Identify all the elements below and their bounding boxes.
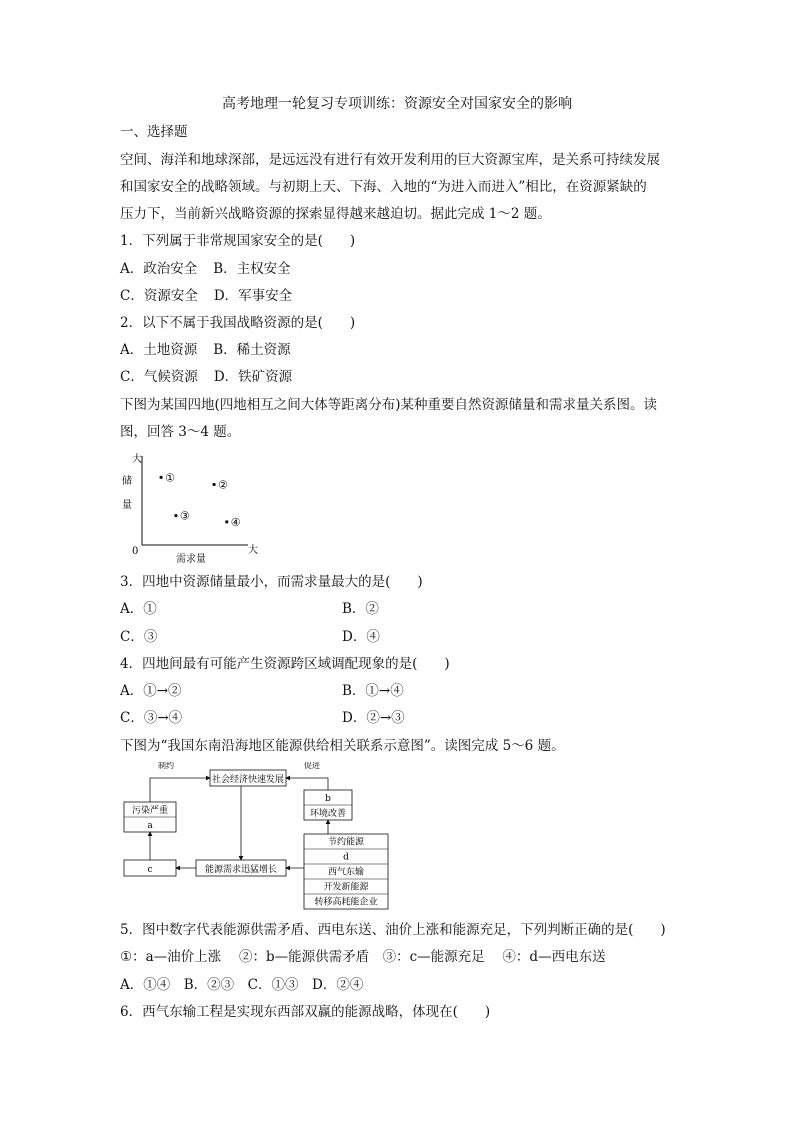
scatter-point <box>159 476 162 479</box>
measure-item: d <box>343 852 349 863</box>
option-d: D．④ <box>342 629 380 645</box>
option-a: A．土地资源 <box>120 342 198 358</box>
x-axis-end-label: 大 <box>248 545 258 556</box>
scatter-point <box>212 483 215 486</box>
option-c: C．资源安全 <box>120 288 198 304</box>
chart-svg <box>118 450 268 568</box>
x-axis-label: 需求量 <box>176 554 206 565</box>
option-a: A．① <box>120 601 157 617</box>
measure-item: 西气东输 <box>327 867 365 878</box>
intro-line: 图，回答 3～4 题。 <box>120 424 241 440</box>
pollution-label: 污染严重 <box>131 806 169 816</box>
question-stem: 3．四地中资源储量最小，而需求量最大的是( ) <box>120 574 423 590</box>
points-layer <box>159 471 240 529</box>
option-a: A．政治安全 <box>120 261 198 277</box>
statement-list: ①：a—油价上涨 ②：b—能源供需矛盾 ③：c—能源充足 ④：d—西电东送 <box>120 949 606 965</box>
option-row <box>120 259 291 279</box>
promote-label: 促进 <box>304 762 320 770</box>
option-b: B．主权安全 <box>213 261 291 277</box>
option-b: B．② <box>342 601 379 617</box>
question-stem: 5．图中数字代表能源供需矛盾、西电东送、油价上涨和能源充足，下列判断正确的是( ) <box>120 922 666 938</box>
y-axis-top-label: 大 <box>132 454 142 465</box>
option-row <box>120 286 292 306</box>
intro-line: 压力下，当前新兴战略资源的探索显得越来越迫切。据此完成 1～2 题。 <box>120 206 551 222</box>
scatter-point <box>225 520 228 523</box>
scatter-point <box>174 514 177 517</box>
option-d: D．②→③ <box>342 710 405 726</box>
measure-item: 转移高耗能企业 <box>314 897 378 908</box>
point-label: ④ <box>230 515 241 529</box>
option-row <box>120 340 291 360</box>
option-b: B．①→④ <box>342 683 404 699</box>
y-axis-label-1: 储 <box>122 476 132 487</box>
option-d: D．军事安全 <box>213 288 293 304</box>
point-label: ② <box>218 478 228 492</box>
document-title: 高考地理一轮复习专项训练：资源安全对国家安全的影响 <box>222 96 572 112</box>
option-row <box>120 367 292 387</box>
reserve-demand-chart <box>118 450 268 568</box>
point-label: ① <box>165 471 175 485</box>
b-label: b <box>325 794 331 804</box>
intro-line: 下图为“我国东南沿海地区能源供给相关联系示意图”。读图完成 5～6 题。 <box>120 738 565 754</box>
origin-label: 0 <box>132 546 139 557</box>
energy-supply-diagram <box>118 762 398 912</box>
arrow-restrict <box>150 778 210 802</box>
energy-demand-label: 能源需求迅猛增长 <box>204 865 278 875</box>
question-stem: 6．西气东输工程是实现东西部双赢的能源战略，体现在( ) <box>120 1004 491 1020</box>
question-stem: 1．下列属于非常规国家安全的是( ) <box>120 233 356 249</box>
option-c: C．③ <box>120 629 158 645</box>
option-b: B．稀土资源 <box>213 342 291 358</box>
restrict-label: 制约 <box>158 762 174 770</box>
a-label: a <box>147 821 153 831</box>
option-c: C．气候资源 <box>120 369 198 385</box>
question-stem: 2．以下不属于我国战略资源的是( ) <box>120 315 356 331</box>
c-label: c <box>147 865 153 875</box>
section-heading: 一、选择题 <box>120 124 188 140</box>
measure-item: 节约能源 <box>327 837 365 848</box>
economic-growth-label: 社会经济快速发展 <box>211 775 285 785</box>
diagram-svg <box>118 762 398 912</box>
intro-line: 和国家安全的战略领域。与初期上天、下海、入地的“为进入而进入”相比，在资源紧缺的 <box>120 179 647 195</box>
y-axis-label-2: 量 <box>122 500 132 511</box>
arrow-promote <box>286 778 328 790</box>
option-a: A．①→② <box>120 683 182 699</box>
choice-row: A．①④ B．②③ C．①③ D．②④ <box>120 977 364 993</box>
option-c: C．③→④ <box>120 710 183 726</box>
point-label: ③ <box>179 509 190 523</box>
measure-item: 开发新能源 <box>323 882 369 893</box>
measures-list <box>304 836 388 908</box>
intro-line: 下图为某国四地(四地相互之间大体等距离分布)某种重要自然资源储量和需求量关系图。读 <box>120 397 658 413</box>
option-d: D．铁矿资源 <box>213 369 293 385</box>
question-stem: 4．四地间最有可能产生资源跨区域调配现象的是( ) <box>120 656 450 672</box>
env-label: 环境改善 <box>309 809 347 819</box>
intro-line: 空间、海洋和地球深部，是远远没有进行有效开发利用的巨大资源宝库，是关系可持续发展 <box>120 152 660 168</box>
